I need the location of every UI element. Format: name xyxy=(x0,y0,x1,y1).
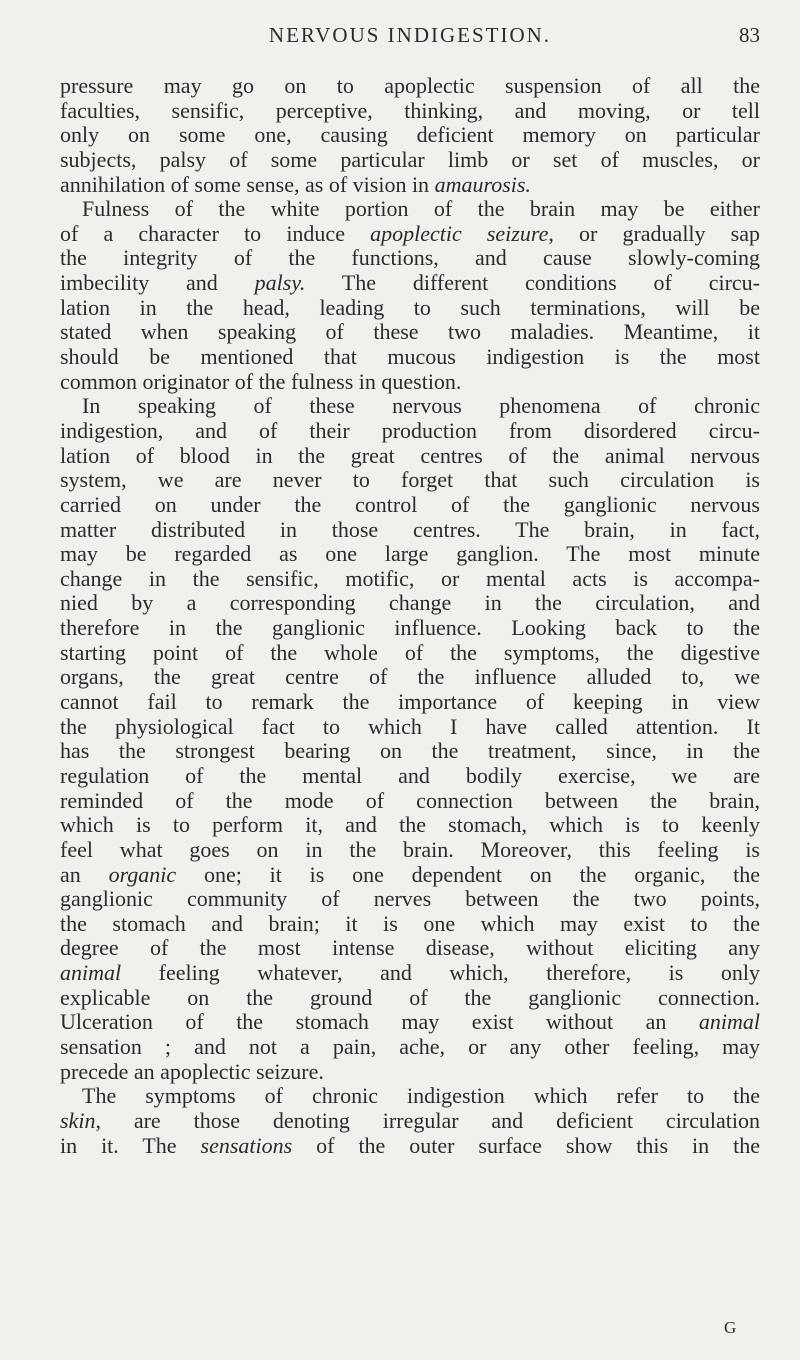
text-line xyxy=(60,813,760,838)
text-line xyxy=(60,1109,760,1134)
text-line xyxy=(60,444,760,469)
text-span: has the strongest bearing on the treatment, since, in the xyxy=(60,738,760,764)
text-line xyxy=(60,222,760,247)
text-span: the stomach and brain; it is one which may exist to the xyxy=(60,910,760,936)
text-line xyxy=(60,641,760,666)
text-span: of a character to induce xyxy=(60,220,371,246)
text-span: matter distributed in those centres. The brain, in fact, xyxy=(60,516,760,542)
text-span: explicable on the ground of the ganglionic connection. xyxy=(60,984,760,1010)
text-span: subjects, palsy of some particular limb or set of muscles, or xyxy=(60,146,760,172)
text-span: degree of the most intense disease, without eliciting any xyxy=(60,935,760,961)
text-span: , or gradually sap xyxy=(548,220,761,246)
text-line xyxy=(60,493,760,518)
text-span: pressure may go on to apoplectic suspension of all the xyxy=(60,73,760,98)
text-line xyxy=(60,1010,760,1035)
text-span: faculties, sensific, perceptive, thinking, and moving, or tell xyxy=(60,97,760,123)
text-line xyxy=(60,518,760,543)
text-line xyxy=(60,74,760,99)
body-text xyxy=(60,74,760,1158)
text-line xyxy=(60,838,760,863)
text-span: of the outer surface show this in the xyxy=(292,1132,760,1158)
text-span: annihilation of some sense, as of vision in xyxy=(60,171,435,197)
text-span: lation in the head, leading to such terminations, will be xyxy=(60,294,760,320)
text-span: system, we are never to forget that such circulation is xyxy=(60,467,760,493)
text-span: lation of blood in the great centres of the animal nervous xyxy=(60,442,760,468)
text-span: an xyxy=(60,861,109,887)
text-line xyxy=(60,419,760,444)
italic-text: animal xyxy=(60,960,122,986)
text-line xyxy=(60,665,760,690)
text-line xyxy=(60,789,760,814)
text-span: in it. The xyxy=(60,1132,201,1158)
text-line xyxy=(60,1084,760,1109)
text-line xyxy=(60,246,760,271)
italic-text: apoplectic seizure xyxy=(370,220,549,246)
signature-mark: G xyxy=(724,1318,737,1337)
text-span: In speaking of these nervous phenomena of chronic xyxy=(60,393,760,419)
text-span: ganglionic community of nerves between the two points, xyxy=(60,886,760,912)
italic-text: sensations xyxy=(200,1132,293,1158)
text-span: may be regarded as one large ganglion. The most minute xyxy=(60,541,760,567)
running-head xyxy=(60,18,760,52)
text-span: which is to perform it, and the stomach, which is to keenly xyxy=(60,812,760,838)
text-span: The symptoms of chronic indigestion which refer to the xyxy=(60,1083,760,1109)
text-span: cannot fail to remark the importance of keeping in view xyxy=(60,689,760,715)
text-span: one; it is one dependent on the organic, the xyxy=(176,861,761,887)
text-span: , are those denoting irregular and deficient circulation xyxy=(95,1107,760,1133)
italic-text: organic xyxy=(108,861,177,887)
text-span: should be mentioned that mucous indigestion is the most xyxy=(60,344,760,370)
text-line xyxy=(60,271,760,296)
text-span: nied by a corresponding change in the circulation, and xyxy=(60,590,760,616)
text-line xyxy=(60,863,760,888)
text-span: feeling whatever, and which, therefore, is only xyxy=(121,960,760,986)
text-span: starting point of the whole of the symptoms, the digestive xyxy=(60,639,760,665)
text-line xyxy=(60,123,760,148)
text-line xyxy=(60,887,760,912)
text-line xyxy=(60,173,760,198)
italic-text: amaurosis. xyxy=(434,171,531,197)
text-span: sensation ; and not a pain, ache, or any other feeling, may xyxy=(60,1033,760,1059)
text-line xyxy=(60,296,760,321)
text-span: the physiological fact to which I have called attention. It xyxy=(60,713,760,739)
page-number: 83 xyxy=(739,23,760,47)
text-line xyxy=(60,197,760,222)
text-span: organs, the great centre of the influence alluded to, we xyxy=(60,664,760,690)
text-span: regulation of the mental and bodily exercise, we are xyxy=(60,762,760,788)
text-span: indigestion, and of their production from disordered circu- xyxy=(60,417,760,443)
text-span: reminded of the mode of connection between the brain, xyxy=(60,787,760,813)
text-span: The different conditions of circu- xyxy=(305,270,760,296)
text-line xyxy=(60,345,760,370)
text-span: Fulness of the white portion of the brain may be either xyxy=(60,196,760,222)
text-line xyxy=(60,1035,760,1060)
text-line xyxy=(60,1134,760,1159)
text-line xyxy=(60,764,760,789)
italic-text: palsy. xyxy=(254,270,306,296)
running-title: NERVOUS INDIGESTION. xyxy=(268,23,552,47)
text-span: the integrity of the functions, and cause slowly-coming xyxy=(60,245,760,271)
text-line xyxy=(60,616,760,641)
text-line xyxy=(60,591,760,616)
text-span: precede an apoplectic seizure. xyxy=(60,1058,324,1084)
text-line xyxy=(60,320,760,345)
text-line xyxy=(60,961,760,986)
text-line xyxy=(60,690,760,715)
text-line xyxy=(60,468,760,493)
text-span: carried on under the control of the ganglionic nervous xyxy=(60,491,760,517)
text-span: stated when speaking of these two maladies. Meantime, it xyxy=(60,319,760,345)
text-span: change in the sensific, motific, or mental acts is accompa- xyxy=(60,565,760,591)
text-line xyxy=(60,739,760,764)
text-line xyxy=(60,567,760,592)
text-line xyxy=(60,986,760,1011)
text-line xyxy=(60,936,760,961)
text-line xyxy=(60,370,760,395)
text-line xyxy=(60,99,760,124)
text-span: common originator of the fulness in question. xyxy=(60,368,462,394)
text-line xyxy=(60,1060,760,1085)
text-line xyxy=(60,148,760,173)
text-line xyxy=(60,912,760,937)
text-span: only on some one, causing deficient memory on particular xyxy=(60,122,760,148)
text-span: imbecility and xyxy=(60,270,255,296)
text-line xyxy=(60,394,760,419)
italic-text: skin xyxy=(60,1107,96,1133)
text-line xyxy=(60,715,760,740)
text-span: Ulceration of the stomach may exist without an xyxy=(60,1009,699,1035)
text-span: therefore in the ganglionic influence. Looking back to the xyxy=(60,615,760,641)
text-span: feel what goes on in the brain. Moreover, this feeling is xyxy=(60,836,760,862)
italic-text: animal xyxy=(698,1009,760,1035)
text-line xyxy=(60,542,760,567)
